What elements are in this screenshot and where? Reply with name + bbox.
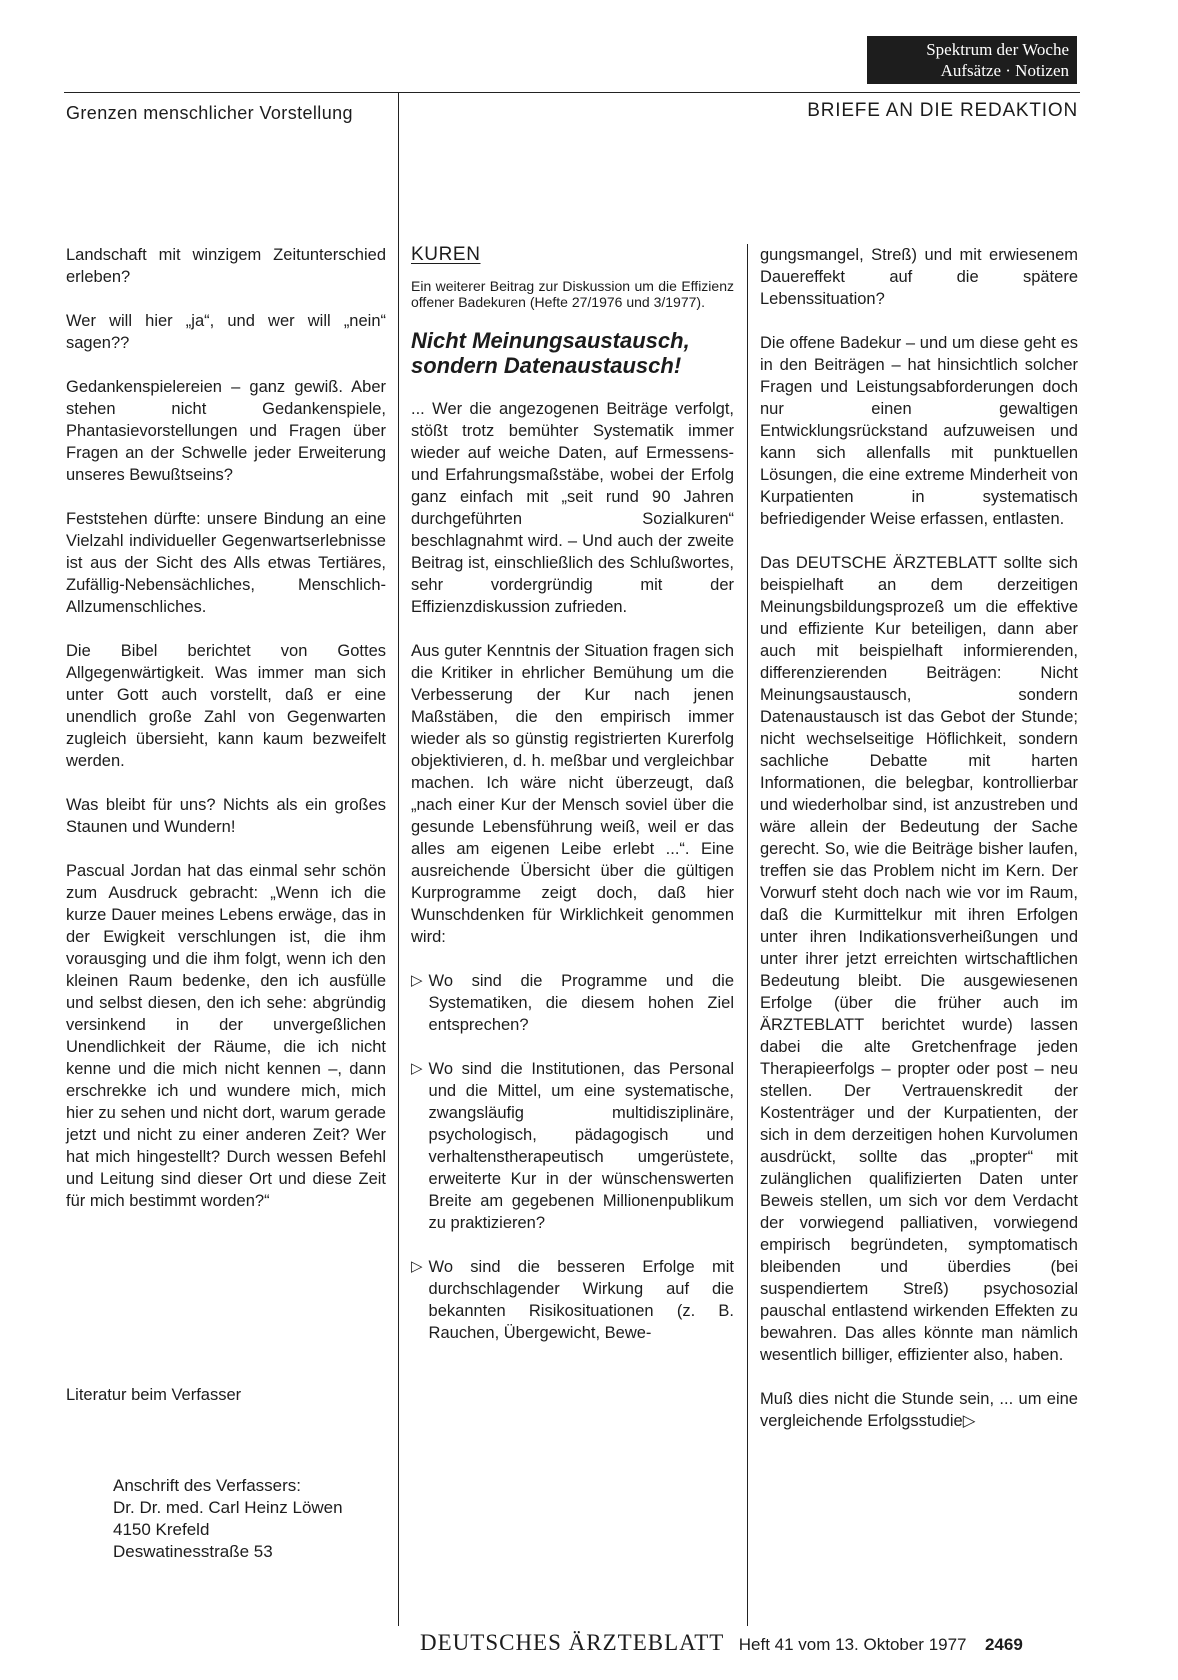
column-divider-left xyxy=(398,92,399,1626)
paragraph: Das DEUTSCHE ÄRZTEBLATT sollte sich beispielhaft an dem derzeitigen Meinungsbildungsprozeß um die effektive und effiziente Kur beteiligen, dann aber auch mit beispielhaft informierenden, differenzierenden Beiträgen: Nicht Meinungsaustausch, sondern Datenaustausch ist das Gebot der Stunde; nicht wechselseitige Höflichkeit, sondern sachliche Debatte mit harten Informationen, die belegbar, kontrollierbar und wiederholbar sind, ist anzustreben und wäre allein der Bedeutung der Sache gerecht. So, wie die Beiträge bisher laufen, treffen sie das Problem nicht im Kern. Der Vorwurf steht doch nach wie vor im Raum, daß die Kurmittelkur mit ihren Erfolgen unter ihren Indikationsverheißungen und unter ihrer jetzt erreichten wirtschaftlichen Bedeutung bleibt. Die ausgewiesenen Erfolge (über die früher auch im ÄRZTEBLATT berichtet wurde) lassen dabei die alte Gretchenfrage jeden Therapieerfolgs – propter oder post – neu stellen. Der Vertrauenskredit der Kostenträger und der Kurpatienten, der sich in dem derzeitigen hohen Kurvolumen ausdrückt, sollte das „propter“ mit zulänglichen qualifizierten Daten unter Beweis stellen, um sich vor dem Verdacht der vorwiegend palliativen, vorwiegend empirisch begründeten, symptomatisch bleibenden und überdies (bei suspendiertem Streß) psychosozial pauschal entlastend wirkenden Effekten zu bewahren. Das alles könnte man nämlich wesentlich billiger, effizienter also, haben. xyxy=(760,554,1078,1364)
literature-note: Literatur beim Verfasser xyxy=(66,1386,242,1404)
section-kicker: KUREN xyxy=(411,244,481,265)
continued-text: Muß dies nicht die Stunde sein, ... um eine vergleichende Erfolgsstudie xyxy=(760,1390,1078,1430)
paragraph: gungsmangel, Streß) und mit erwiesenem Dauereffekt auf die spätere Lebenssituation? xyxy=(760,246,1078,308)
column-2 xyxy=(411,244,734,1366)
paragraph: Wer will hier „ja“, und wer will „nein“ sagen?? xyxy=(66,312,386,352)
paragraph: Landschaft mit winzigem Zeitunterschied erleben? xyxy=(66,246,386,286)
triangle-bullet-icon: ▷ xyxy=(411,1060,423,1077)
bullet-item xyxy=(411,1058,734,1234)
paragraph: Die offene Badekur – und um diese geht es in den Beiträgen – hat hinsichtlich solcher Fragen und Leistungsabforderungen doch nur einen gewaltigen Entwicklungsrückstand aufzuweisen und kann sich allenfalls mit punktuellen Lösungen, die eine extreme Minderheit von Kurpatienten in systematisch befriedigender Weise erfassen, entlasten. xyxy=(760,334,1078,528)
triangle-bullet-icon: ▷ xyxy=(411,1258,423,1275)
continue-arrow-icon: ▷ xyxy=(962,1412,976,1430)
author-address xyxy=(113,1475,343,1563)
address-street: Deswatinesstraße 53 xyxy=(113,1542,273,1561)
running-head-right: BRIEFE AN DIE REDAKTION xyxy=(807,100,1078,121)
header-rule xyxy=(64,92,1080,93)
page-number: 2469 xyxy=(984,1635,1023,1654)
issue-info: Heft 41 vom 13. Oktober 1977 xyxy=(738,1635,967,1654)
page-footer xyxy=(420,1630,1080,1656)
triangle-bullet-icon: ▷ xyxy=(411,972,423,989)
address-label: Anschrift des Verfassers: xyxy=(113,1476,302,1495)
paragraph-continued xyxy=(760,1388,1078,1432)
paragraph: Pascual Jordan hat das einmal sehr schön zum Ausdruck gebracht: „Wenn ich die kurze Dauer meines Lebens erwäge, das in der Ewigkeit verschlungen ist, die ihm vorausging und die ihm folgt, wenn ich den kleinen Raum bedenke, den ich ausfülle und selbst diesen, den ich sehe: abgründig versinkend in der unvergeßlichen Unendlichkeit der Räume, die ich nicht kenne und die mich nicht kennen –, dann erschrekke ich und wundere mich, mich hier zu sehen und nicht dort, warum gerade jetzt und nicht zu einer anderen Zeit? Wer hat mich hingestellt? Durch wessen Befehl und Leitung sind dieser Ort und diese Zeit für mich bestimmt worden?“ xyxy=(66,862,386,1210)
column-3 xyxy=(760,244,1078,1454)
badge-line-2: Aufsätze · Notizen xyxy=(940,61,1069,80)
paragraph: ... Wer die angezogenen Beiträge verfolgt, stößt trotz bemühter Systematik immer wieder auf weiche Daten, auf Ermessens- und Erfahrungsmaßstäbe, wobei der Erfolg ganz einfach mit „seit rund 90 Jahren durchgeführten Sozialkuren“ beschlagnahmt wird. – Und auch der zweite Beitrag ist, einschließlich des Schlußwortes, sehr vordergründig mit der Effizienzdiskussion zufrieden. xyxy=(411,400,734,616)
bullet-item xyxy=(411,1256,734,1344)
paragraph: Die Bibel berichtet von Gottes Allgegenwärtigkeit. Was immer man sich unter Gott auch vorstellt, daß er eine unendlich große Zahl von Gegenwarten zugleich übersieht, kann kaum bezweifelt werden. xyxy=(66,642,386,770)
address-name: Dr. Dr. med. Carl Heinz Löwen xyxy=(113,1498,343,1517)
bullet-text: Wo sind die Programme und die Systematiken, die diesem hohen Ziel entsprechen? xyxy=(428,972,734,1034)
bullet-item xyxy=(411,970,734,1036)
paragraph: Was bleibt für uns? Nichts als ein großes Staunen und Wundern! xyxy=(66,796,386,836)
article-headline: Nicht Meinungsaustausch, sondern Datenaustausch! xyxy=(411,328,690,378)
article-intro: Ein weiterer Beitrag zur Diskussion um die Effizienz offener Badekuren (Hefte 27/1976 und 3/1977). xyxy=(411,278,734,310)
bullet-text: Wo sind die Institutionen, das Personal und die Mittel, um eine systematische, zwangsläufig multidisziplinäre, psychologisch, pädagogisch und verhaltenstherapeutisch umgerüstete, erweiterte Kur in der wünschenswerten Breite am gegebenen Millionenpublikum zu praktizieren? xyxy=(428,1060,734,1232)
paragraph: Feststehen dürfte: unsere Bindung an eine Vielzahl individueller Gegenwartserlebnisse ist aus der Sicht des Alls etwas Tertiäres, Zufällig-Nebensächliches, Menschlich-Allzumenschliches. xyxy=(66,510,386,616)
column-divider-right xyxy=(747,244,748,1626)
running-head-left: Grenzen menschlicher Vorstellung xyxy=(66,103,353,123)
paragraph: Aus guter Kenntnis der Situation fragen sich die Kritiker in ehrlicher Bemühung um die Verbesserung der Kur nach jenen Maßstäben, die den empirisch immer wieder als so günstig registrierten Kurerfolg objektivieren, d. h. meßbar und vergleichbar machen. Ich wäre nicht überzeugt, daß „nach einer Kur der Mensch soviel über die gesunde Lebensführung weiß, weil er das alles am eigenen Leibe erlebt ...“. Eine ausreichende Übersicht über die gültigen Kurprogramme zeigt doch, daß hier Wunschdenken für Wirklichkeit genommen wird: xyxy=(411,642,734,946)
journal-name: DEUTSCHES ÄRZTEBLATT xyxy=(420,1630,725,1655)
badge-line-1: Spektrum der Woche xyxy=(926,40,1069,59)
column-1 xyxy=(66,244,386,1234)
address-city: 4150 Krefeld xyxy=(113,1520,210,1539)
bullet-text: Wo sind die besseren Erfolge mit durchschlagender Wirkung auf die bekannten Risikosituationen (z. B. Rauchen, Übergewicht, Bewe- xyxy=(428,1258,734,1342)
section-badge xyxy=(867,36,1077,84)
paragraph: Gedankenspielereien – ganz gewiß. Aber stehen nicht Gedankenspiele, Phantasievorstellungen und Fragen über Fragen an der Schwelle jeder Erweiterung unseres Bewußtseins? xyxy=(66,378,386,484)
